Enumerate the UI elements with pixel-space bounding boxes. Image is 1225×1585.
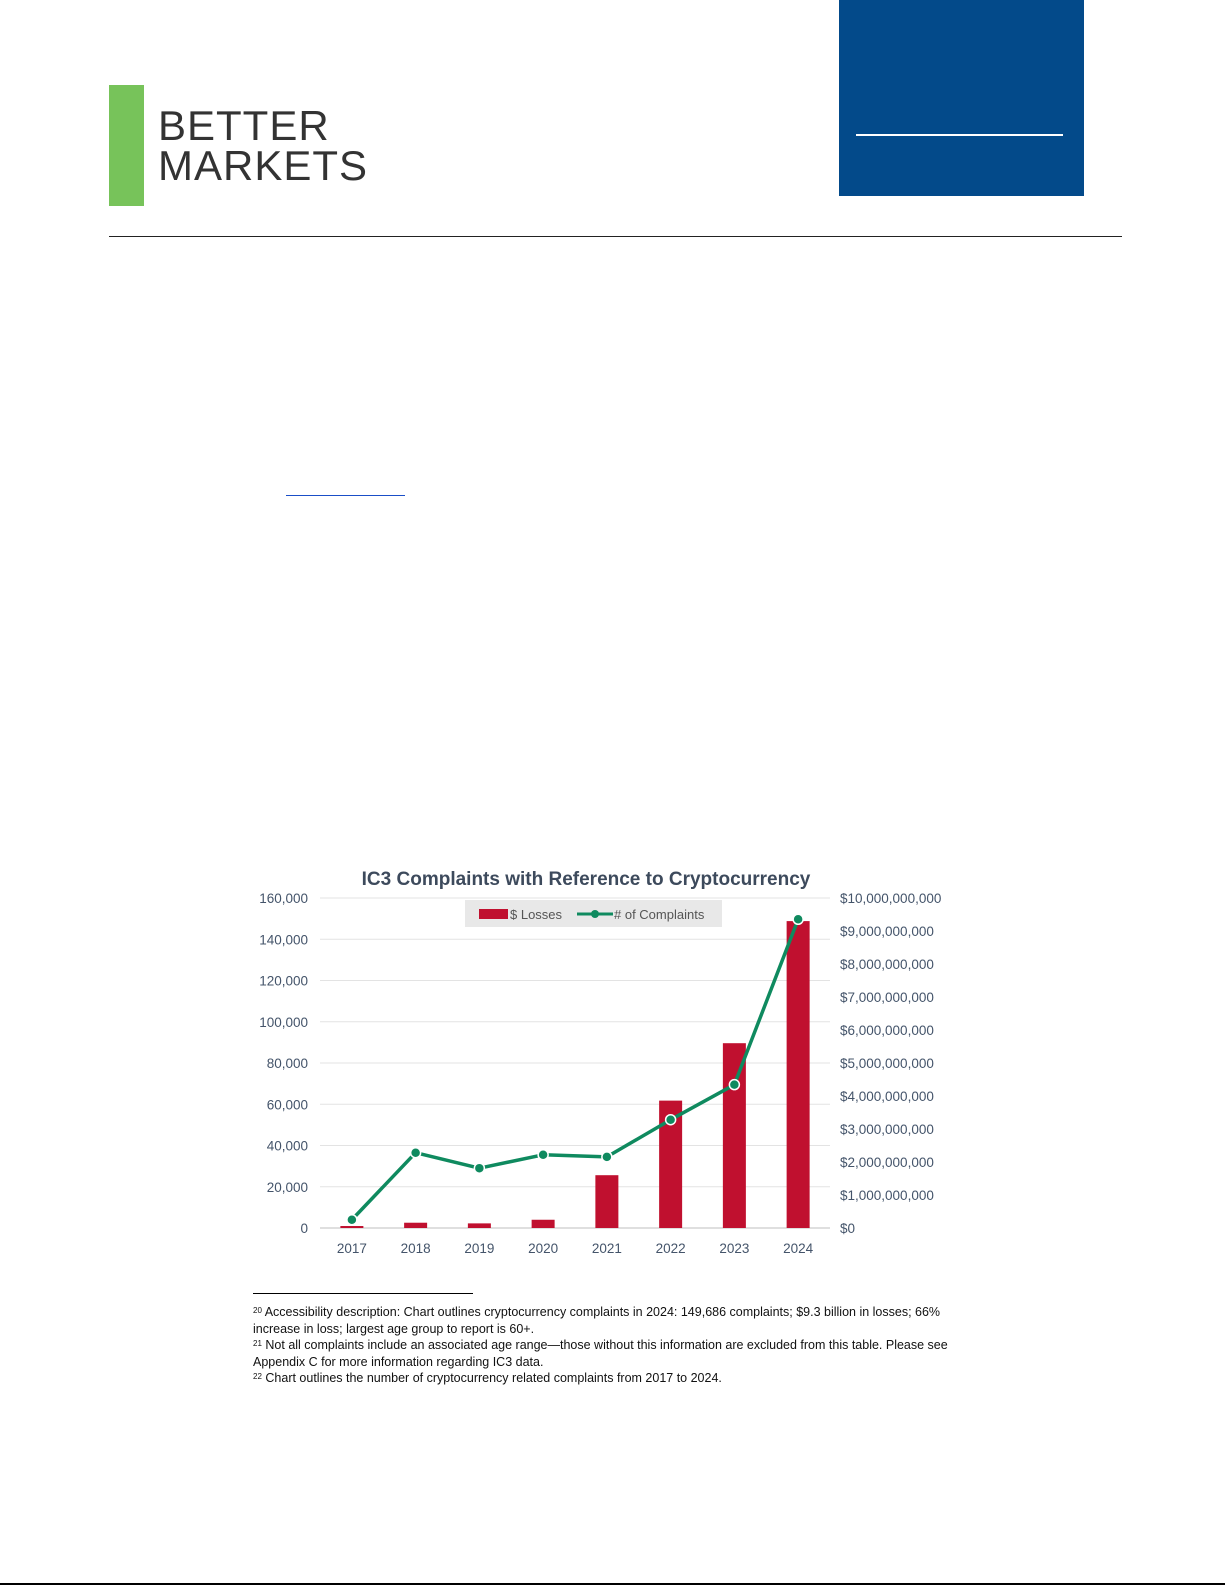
chart-legend (465, 900, 722, 927)
logo-line-2: MARKETS (158, 142, 369, 189)
legend-label-complaints: # of Complaints (614, 907, 705, 922)
logo (158, 102, 369, 189)
x-axis-ticks (337, 1241, 814, 1256)
header-rule (109, 236, 1122, 237)
right-axis-tick-label: $1,000,000,000 (840, 1188, 934, 1203)
logo-line-1: BETTER (158, 102, 330, 149)
complaints-point (347, 1215, 357, 1225)
left-axis-tick-label: 100,000 (259, 1014, 308, 1030)
x-axis-tick-label: 2020 (528, 1241, 559, 1256)
complaints-point (411, 1148, 421, 1158)
footnote-22: $^{22}$ Chart outlines the number of cryptocurrency related complaints from 2017 to 2024. (253, 1371, 722, 1386)
losses-bar (404, 1223, 427, 1228)
right-axis-tick-label: $8,000,000,000 (840, 957, 934, 972)
footnotes (253, 1304, 973, 1387)
right-axis-tick-label: $5,000,000,000 (840, 1056, 934, 1071)
complaints-point (793, 914, 803, 924)
right-axis-tick-label: $4,000,000,000 (840, 1089, 934, 1104)
legend-swatch-losses (479, 909, 508, 919)
left-axis-tick-label: 160,000 (259, 891, 308, 906)
footnote-21: $^{21}$ Not all complaints include an associated age range—those without this information are excluded from this table. Please see Appendix C for more information regarding IC3 data. (253, 1338, 948, 1369)
losses-bar (468, 1223, 491, 1228)
complaints-point (666, 1115, 676, 1125)
logo-accent-bar (109, 85, 144, 206)
complaints-point (602, 1152, 612, 1162)
left-axis-tick-label: 140,000 (259, 932, 308, 948)
losses-bar (787, 921, 810, 1228)
right-axis-tick-label: $9,000,000,000 (840, 924, 934, 939)
x-axis-tick-label: 2023 (719, 1241, 750, 1256)
right-axis-tick-label: $0 (840, 1221, 856, 1236)
right-axis-tick-label: $3,000,000,000 (840, 1122, 934, 1137)
x-axis-tick-label: 2017 (336, 1241, 367, 1256)
x-axis-tick-label: 2022 (655, 1241, 686, 1256)
chart-title: IC3 Complaints with Reference to Cryptocurrency (361, 870, 811, 890)
right-axis-ticks (840, 891, 941, 1236)
left-axis-tick-label: 80,000 (266, 1056, 308, 1071)
losses-bar (340, 1226, 363, 1228)
left-axis-tick-label: 0 (300, 1221, 308, 1236)
complaints-point (729, 1080, 739, 1090)
header-blue-box (839, 0, 1084, 196)
right-axis-tick-label: $7,000,000,000 (840, 990, 934, 1005)
right-axis-tick-label: $2,000,000,000 (840, 1155, 934, 1170)
crypto-complaints-chart (240, 870, 975, 1280)
footnote-20: $^{20}$ Accessibility description: Chart outlines cryptocurrency complaints in 2024: 149,686 complaints; $9.3 billion in losses; 66% increase in loss; largest age group to report is 60+. (253, 1305, 941, 1336)
left-axis-tick-label: 20,000 (266, 1179, 308, 1195)
x-axis-tick-label: 2019 (464, 1241, 495, 1256)
x-axis-tick-label: 2018 (400, 1241, 431, 1256)
losses-bar (532, 1220, 555, 1228)
complaints-point (474, 1163, 484, 1173)
x-axis-tick-label: 2024 (783, 1241, 814, 1256)
header-box-divider (856, 134, 1063, 136)
right-axis-tick-label: $10,000,000,000 (840, 891, 942, 906)
left-axis-tick-label: 40,000 (266, 1138, 308, 1154)
legend-marker-complaints (591, 910, 599, 918)
x-axis-tick-label: 2021 (591, 1241, 622, 1256)
complaints-point (538, 1150, 548, 1160)
chart-gridlines (320, 898, 830, 1228)
left-axis-ticks (259, 891, 308, 1236)
losses-bar (595, 1175, 618, 1228)
link-underline[interactable] (286, 495, 405, 496)
losses-bar (723, 1043, 746, 1228)
right-axis-tick-label: $6,000,000,000 (840, 1023, 934, 1038)
left-axis-tick-label: 60,000 (266, 1097, 308, 1113)
footnote-rule (253, 1293, 473, 1294)
left-axis-tick-label: 120,000 (259, 973, 308, 989)
legend-label-losses: $ Losses (510, 907, 563, 922)
